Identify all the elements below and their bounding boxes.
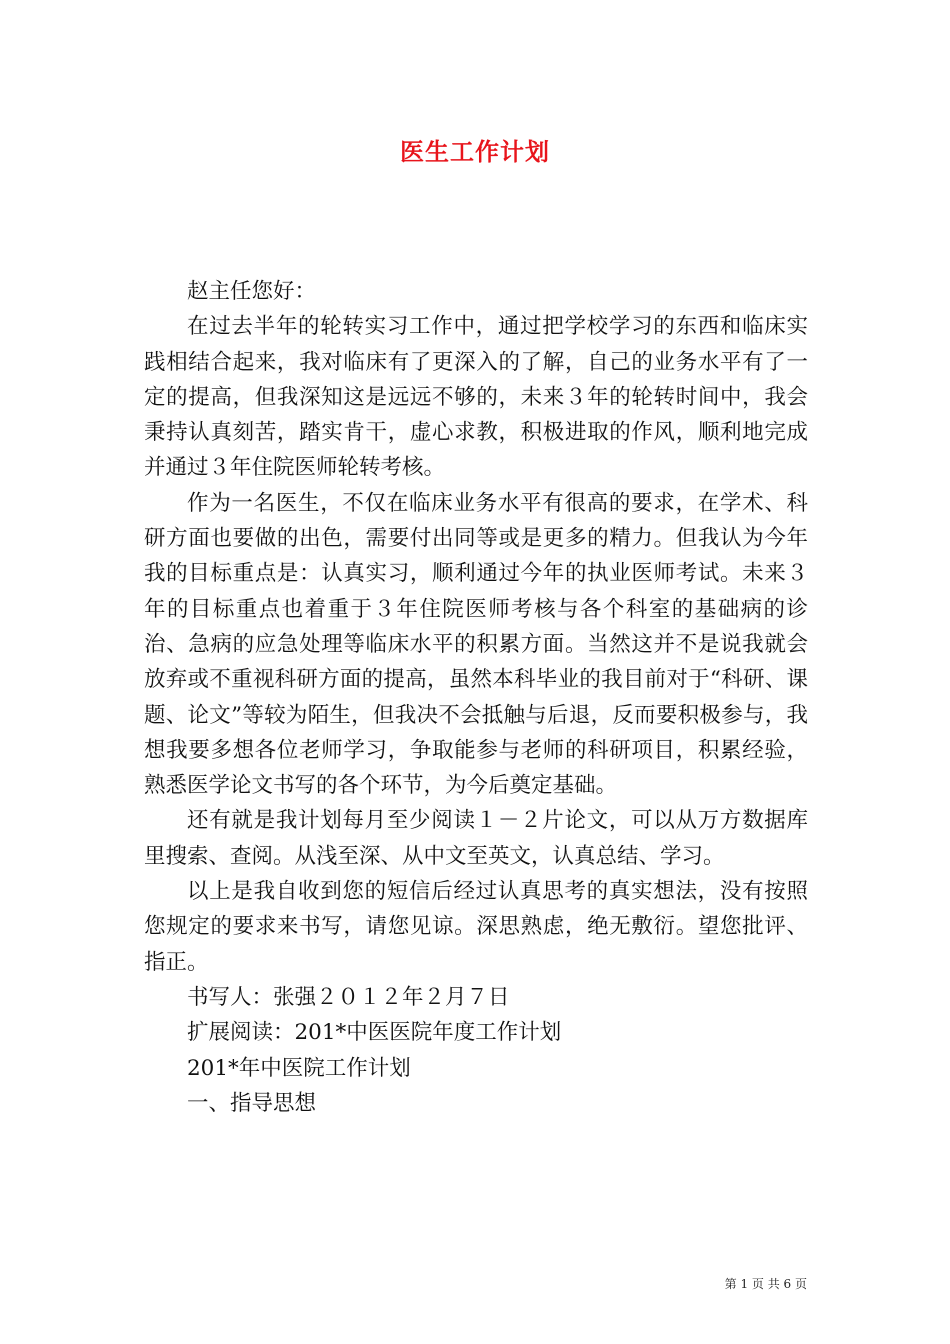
paragraph-rotation-summary: 在过去半年的轮转实习工作中，通过把学校学习的东西和临床实践相结合起来，我对临床有了更深入的了解，自己的业务水平有了一定的提高，但我深知这是远远不够的，未来３年的轮转时间中，我会秉持认真刻苦，踏实肯干，虚心求教，积极进取的作风，顺利地完成并通过３年住院医师轮转考核。 (144, 314, 808, 481)
document-body (144, 274, 808, 1121)
document-title: 医生工作计划 (400, 137, 550, 166)
page-number: 第 1 页 共 6 页 (724, 1277, 807, 1291)
signature-line: 书写人：张强２０１２年２月７日 (187, 984, 510, 1010)
section-heading: 201*年中医院工作计划 (187, 1055, 411, 1081)
paragraph-goals: 作为一名医生，不仅在临床业务水平有很高的要求，在学术、科研方面也要做的出色，需要付出同等或是更多的精力。但我认为今年我的目标重点是：认真实习，顺利通过今年的执业医师考试。未来３年的目标重点也着重于３年住院医师考核与各个科室的基础病的诊治、急病的应急处理等临床水平的积累方面。当然这并不是说我就会放弃或不重视科研方面的提高，虽然本科毕业的我目前对于“科研、课题、论文”等较为陌生，但我决不会抵触与后退，反而要积极参与，我想我要多想各位老师学习，争取能参与老师的科研项目，积累经验，熟悉医学论文书写的各个环节，为今后奠定基础。 (144, 490, 808, 799)
paragraph-reading-plan: 还有就是我计划每月至少阅读１－２片论文，可以从万方数据库里搜索、查阅。从浅至深、从中文至英文，认真总结、学习。 (144, 808, 808, 869)
subsection-heading: 一、指导思想 (187, 1090, 317, 1116)
extended-reading-line: 扩展阅读：201*中医医院年度工作计划 (187, 1020, 562, 1046)
paragraph-closing: 以上是我自收到您的短信后经过认真思考的真实想法，没有按照您规定的要求来书写，请您见谅。深思熟虑，绝无敷衍。望您批评、指正。 (144, 879, 808, 975)
salutation: 赵主任您好： (187, 279, 317, 304)
